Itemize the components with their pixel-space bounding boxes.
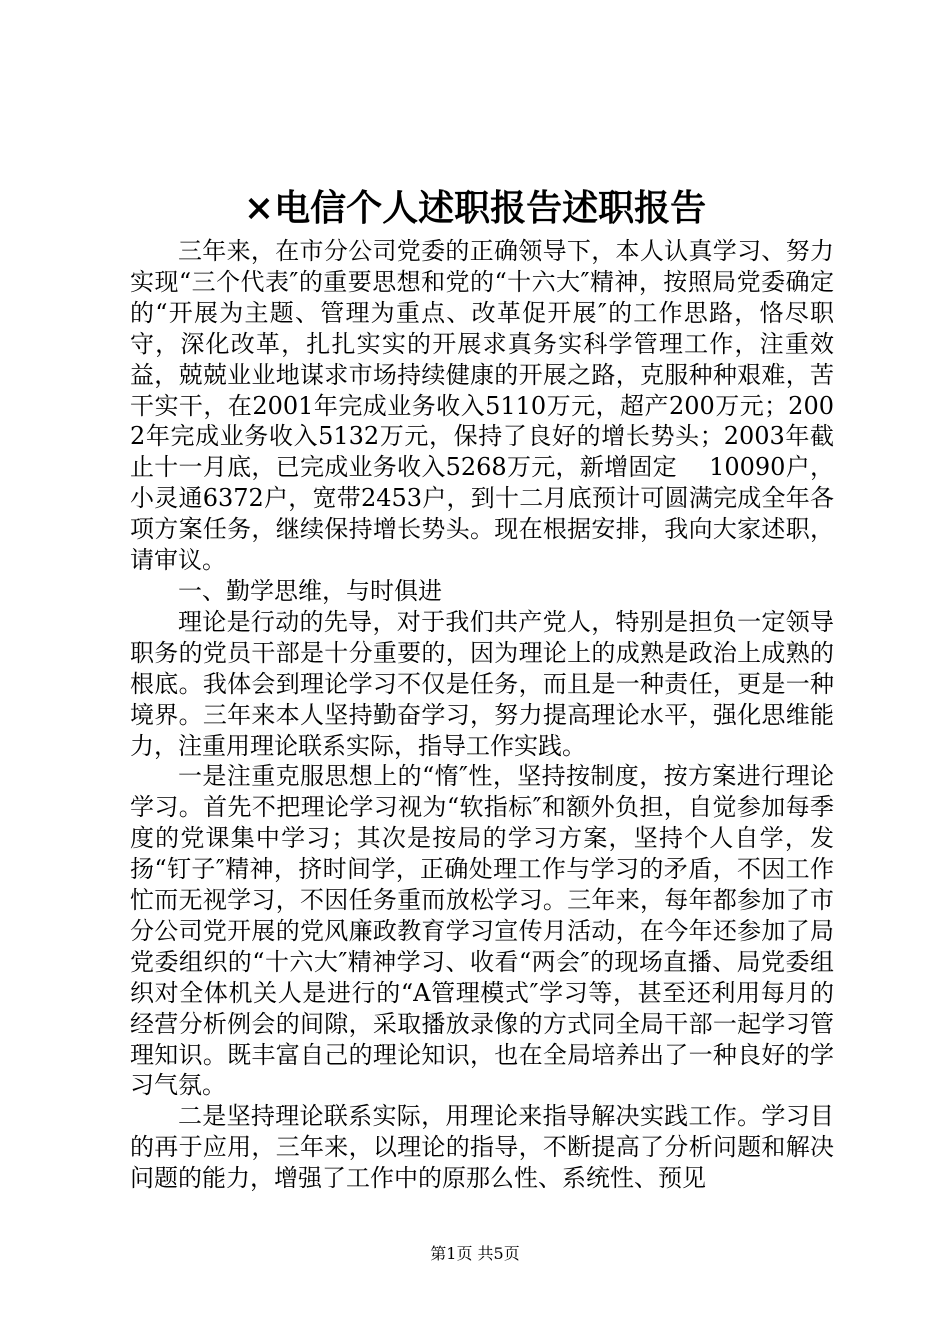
document-title: ×电信个人述职报告述职报告 [243,187,707,229]
page-footer: 第1页 共5页 [430,1244,520,1263]
section-heading-1: 一、勤学思维，与时俱进 [178,576,442,605]
paragraph-point-one: 一是注重克服思想上的“惰″性，坚持按制度，按方案进行理论学习。首先不把理论学习视为“软指标″和额外负担，自觉参加每季度的党课集中学习；其次是按局的学习方案，坚持个人自学，发扬“钉子″精神，挤时间学，正确处理工作与学习的矛盾，不因工作忙而无视学习，不因任务重而放松学习。三年来，每年都参加了市分公司党开展的党风廉政教育学习宣传月活动，在今年还参加了局党委组织的“十六大″精神学习、收看“两会″的现场直播、局党委组织对全体机关人是进行的“A管理模式″学习等，甚至还利用每月的经营分析例会的间隙，采取播放录像的方式同全局干部一起学习管理知识。既丰富自己的理论知识，也在全局培养出了一种良好的学习气氛。 [130,762,834,1100]
paragraph-theory: 理论是行动的先导，对于我们共产党人，特别是担负一定领导职务的党员干部是十分重要的，因为理论上的成熟是政治上成熟的根底。我体会到理论学习不仅是任务，而且是一种责任，更是一种境界。三年来本人坚持勤奋学习，努力提高理论水平，强化思维能力，注重用理论联系实际，指导工作实践。 [130,607,834,760]
paragraph-intro: 三年来，在市分公司党委的正确领导下，本人认真学习、努力实现“三个代表″的重要思想和党的“十六大″精神，按照局党委确定的“开展为主题、管理为重点、改革促开展″的工作思路，恪尽职守，深化改革，扎扎实实的开展求真务实科学管理工作，注重效益，兢兢业业地谋求市场持续健康的开展之路，克服种种艰难，苦干实干，在2001年完成业务收入5110万元，超产200万元；2002年完成业务收入5132万元，保持了良好的增长势头；2003年截止十一月底，已完成业务收入5268万元，新增固定 10090户，小灵通6372户，宽带2453户，到十二月底预计可圆满完成全年各项方案任务，继续保持增长势头。现在根据安排，我向大家述职，请审议。 [130,237,834,575]
paragraph-point-two: 二是坚持理论联系实际，用理论来指导解决实践工作。学习目的再于应用，三年来，以理论的指导，不断提高了分析问题和解决问题的能力，增强了工作中的原那么性、系统性、预见 [130,1102,834,1193]
document-body [130,236,834,1194]
